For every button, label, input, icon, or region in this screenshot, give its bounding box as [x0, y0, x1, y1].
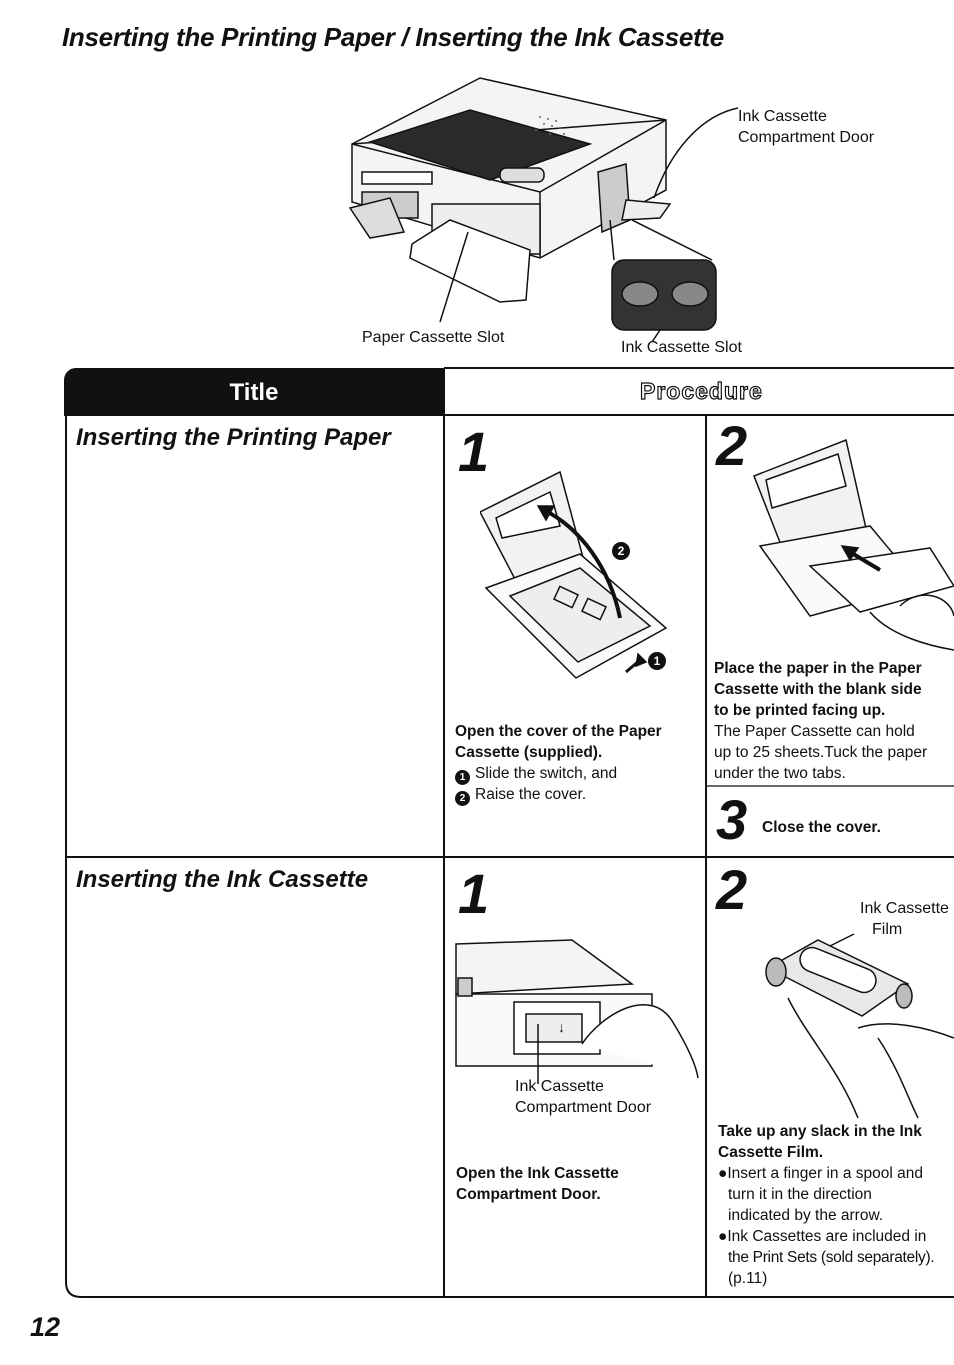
- ink-step2-label-line1: Ink Cassette: [860, 900, 949, 917]
- ink-step1-label-line1: Ink Cassette: [515, 1078, 604, 1095]
- ink-section-title: Inserting the Ink Cassette: [76, 866, 369, 893]
- paper-slot-label: Paper Cassette Slot: [362, 329, 505, 346]
- ink-step1-heading-line2: Compartment Door.: [456, 1186, 601, 1203]
- ink-step1-number: 1: [458, 862, 490, 925]
- ink-step2-heading-line1: Take up any slack in the Ink: [718, 1123, 922, 1140]
- paper-step2-body-line3: under the two tabs.: [714, 765, 846, 782]
- paper-step1-heading-line1: Open the cover of the Paper: [455, 723, 662, 740]
- paper-step1-item1: 1 Slide the switch, and: [455, 763, 617, 785]
- paper-step1-heading-line2: Cassette (supplied).: [455, 744, 603, 761]
- ink-step2-bullet2: ●Ink Cassettes are included in: [718, 1228, 927, 1245]
- paper-step1-item2: 2 Raise the cover.: [455, 784, 586, 806]
- ink-slot-label: Ink Cassette Slot: [621, 339, 742, 356]
- svg-text:↓: ↓: [558, 1019, 565, 1035]
- ink-step2-number: 2: [716, 858, 748, 921]
- ink-step2-bullet1: ●Insert a finger in a spool and: [718, 1165, 923, 1182]
- paper-step2-heading-line2: Cassette with the blank side: [714, 681, 922, 698]
- paper-step2-number: 2: [716, 414, 748, 477]
- item-marker-2: 2: [455, 791, 470, 806]
- page-number: 12: [30, 1312, 61, 1342]
- ink-door-label-line1: Ink Cassette: [738, 108, 827, 125]
- ink-film-illustration: [758, 928, 954, 1122]
- ink-step1-label-line2: Compartment Door: [515, 1099, 652, 1116]
- ink-door-open-illustration: [452, 934, 700, 1084]
- paper-step2-body-line2: up to 25 sheets.Tuck the paper: [714, 744, 928, 761]
- paper-step2-heading-line1: Place the paper in the Paper: [714, 660, 922, 677]
- callout-1: 1: [648, 652, 666, 670]
- ink-step2-bullet1-line2: turn it in the direction: [728, 1186, 872, 1203]
- callout-2: 2: [612, 542, 630, 560]
- paper-step2-body-line1: The Paper Cassette can hold: [714, 723, 915, 740]
- ink-door-label-line2: Compartment Door: [738, 129, 875, 146]
- ink-step2-label-line2: Film: [872, 921, 903, 938]
- item-marker-1: 1: [455, 770, 470, 785]
- procedure-column-header: Procedure: [640, 378, 763, 404]
- ink-step1-heading-line1: Open the Ink Cassette: [456, 1165, 619, 1182]
- title-column-header: Title: [64, 368, 444, 416]
- paper-step3-text: Close the cover.: [762, 819, 881, 836]
- paper-step2-heading-line3: to be printed facing up.: [714, 702, 886, 719]
- ink-step2-bullet1-line3: indicated by the arrow.: [728, 1207, 884, 1224]
- ink-step2-heading-line2: Cassette Film.: [718, 1144, 824, 1161]
- paper-insert-illustration: [750, 436, 954, 656]
- paper-step1-number: 1: [458, 420, 490, 483]
- paper-step3-number: 3: [716, 788, 748, 851]
- paper-section-title: Inserting the Printing Paper: [76, 424, 391, 451]
- ink-step2-bullet2-line2: the Print Sets (sold separately).: [728, 1249, 935, 1266]
- page-title: Inserting the Printing Paper / Inserting the Ink Cassette: [62, 22, 724, 52]
- ink-step2-bullet2-line3: (p.11): [728, 1270, 768, 1287]
